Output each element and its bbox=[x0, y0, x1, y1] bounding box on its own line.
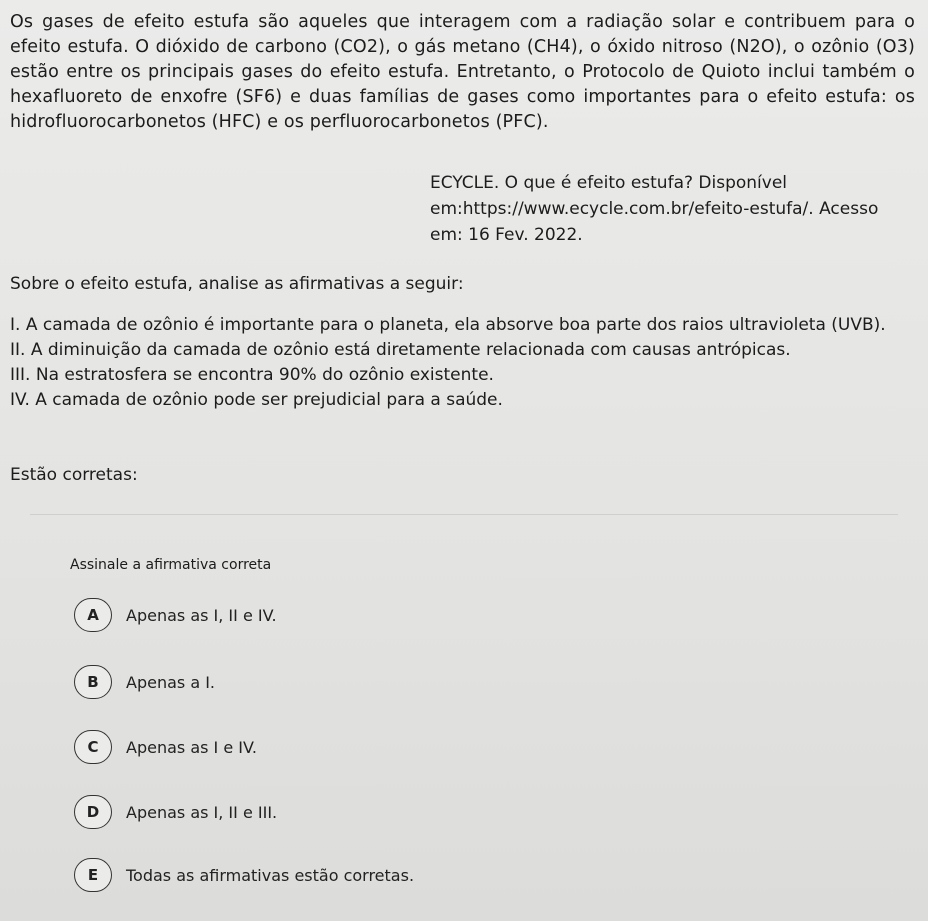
option-a-text[interactable]: Apenas as I, II e IV. bbox=[126, 605, 277, 625]
option-e-text[interactable]: Todas as afirmativas estão corretas. bbox=[126, 865, 415, 885]
answer-instruction: Assinale a afirmativa correta bbox=[70, 557, 272, 573]
option-e[interactable] bbox=[74, 857, 414, 893]
statement-4: IV. A camada de ozônio pode ser prejudicial para a saúde. bbox=[10, 390, 503, 410]
option-d-text[interactable]: Apenas as I, II e III. bbox=[126, 802, 278, 822]
citation bbox=[430, 170, 900, 248]
citation-line-3: em: 16 Fev. 2022. bbox=[430, 225, 583, 245]
option-a[interactable] bbox=[74, 597, 277, 633]
estao-corretas-label: Estão corretas: bbox=[10, 465, 138, 485]
option-d-letter[interactable]: D bbox=[74, 795, 112, 829]
statements-list bbox=[10, 313, 900, 413]
statement-2: II. A diminuição da camada de ozônio está diretamente relacionada com causas antrópicas. bbox=[10, 340, 791, 360]
option-c-text[interactable]: Apenas as I e IV. bbox=[126, 737, 257, 757]
option-e-letter[interactable]: E bbox=[74, 858, 112, 892]
statement-3: III. Na estratosfera se encontra 90% do ozônio existente. bbox=[10, 365, 494, 385]
option-d[interactable] bbox=[74, 794, 277, 830]
option-c-letter[interactable]: C bbox=[74, 730, 112, 764]
option-a-letter[interactable]: A bbox=[74, 598, 112, 632]
option-b-letter[interactable]: B bbox=[74, 665, 112, 699]
citation-line-2: em:https://www.ecycle.com.br/efeito-estufa/. Acesso bbox=[430, 199, 879, 219]
option-c[interactable] bbox=[74, 729, 257, 765]
citation-line-1: ECYCLE. O que é efeito estufa? Disponível bbox=[430, 173, 788, 193]
option-b[interactable] bbox=[74, 664, 215, 700]
question-prompt: Sobre o efeito estufa, analise as afirmativas a seguir: bbox=[10, 274, 464, 294]
passage-text: Os gases de efeito estufa são aqueles que interagem com a radiação solar e contribuem para o efeito estufa. O dióxido de carbono (CO2), o gás metano (CH4), o óxido nitroso (N2O), o ozônio (O3) estão entre os principais gases do efeito estufa. Entretanto, o Protocolo de Quioto inclui também o hexafluoreto de enxofre (SF6) e duas famílias de gases como importantes para o efeito estufa: os hidrofluorocarbonetos (HFC) e os perfluorocarbonetos (PFC). bbox=[10, 12, 915, 132]
option-b-text[interactable]: Apenas a I. bbox=[126, 672, 216, 692]
statement-1: I. A camada de ozônio é importante para o planeta, ela absorve boa parte dos raios ultravioleta (UVB). bbox=[10, 315, 886, 335]
divider bbox=[30, 514, 898, 515]
